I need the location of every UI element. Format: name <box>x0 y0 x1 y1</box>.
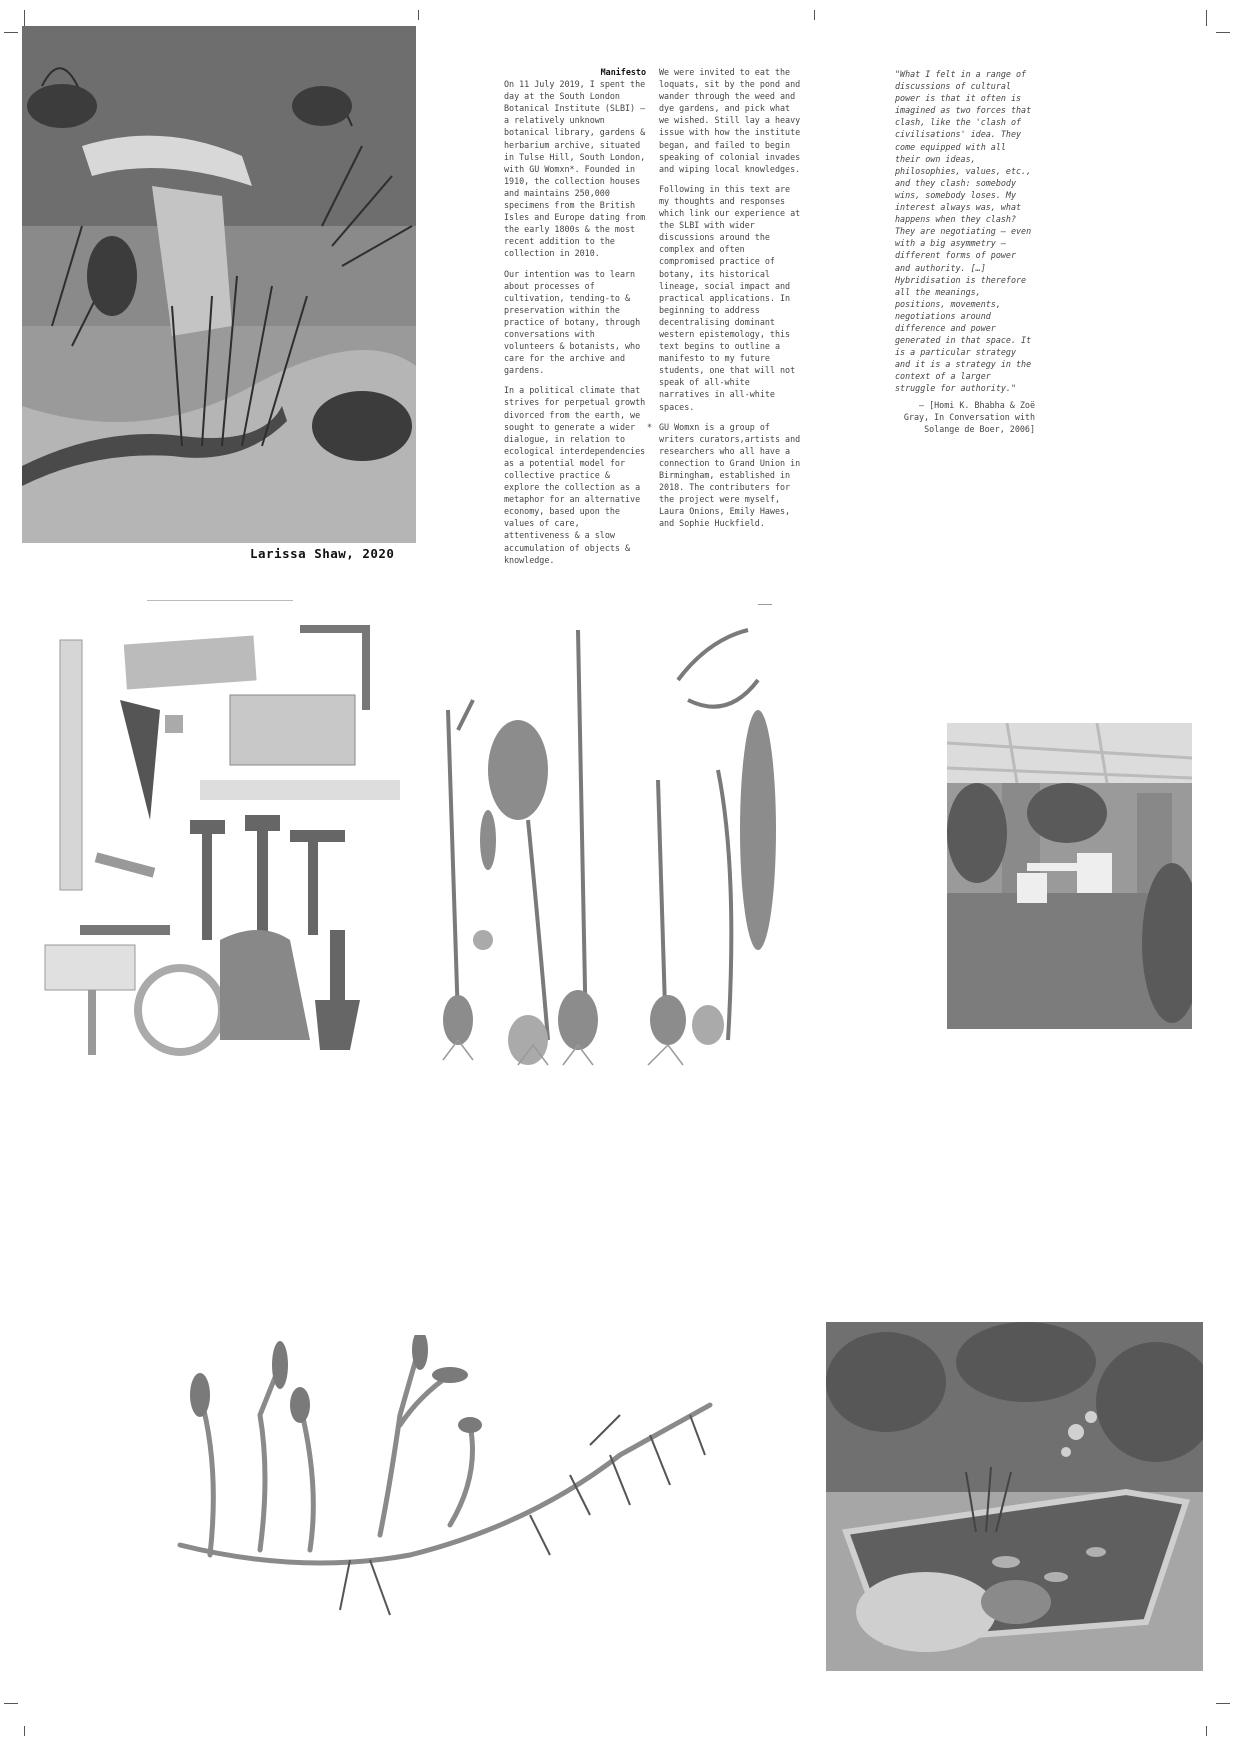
crop-mark <box>1206 10 1207 26</box>
crop-mark <box>24 10 25 26</box>
crop-mark <box>4 32 18 33</box>
paragraph: Following in this text are my thoughts and responses which link our experience at the SLBI with wider discussions around the complex and often compromised practice of botany, its historical lineage, social impact and practical applications. In beginning to address decentralising dominant western epistemology, this text begins to outline a manifesto to my future students, one that will not speak of all-white narratives in all-white spaces. <box>659 183 801 412</box>
crop-mark <box>4 1703 18 1704</box>
divider <box>758 604 772 605</box>
footnote <box>647 421 801 530</box>
photo-caption: Larissa Shaw, 2020 <box>250 546 395 561</box>
quote-citation: – [Homi K. Bhabha & Zoë Gray, In Conversation with Solange de Boer, 2006] <box>903 399 1035 434</box>
pond-photo <box>826 1322 1203 1671</box>
crop-mark <box>1216 32 1230 33</box>
paragraph: In a political climate that strives for perpetual growth divorced from the earth, we sought to generate a wider dialogue, in relation to ecological interdependencies as a potential model for collective practice & explore the collection as a metaphor for an alternative economy, based upon the values of care, attentiveness & a slow accumulation of objects & knowledge. <box>504 385 646 565</box>
gardening-tools-collage <box>40 620 400 1070</box>
crop-mark <box>24 1726 25 1736</box>
bhabha-quote: "What I felt in a range of discussions of cultural power is that it often is imagined as two forces that clash, like the 'clash of civilisations' idea. They come equipped with all their own ideas, philosophies, values, etc., and they clash: somebody wins, somebody loses. My interest always was, what happens when they clash? They are negotiating – even with a big asymmetry – different forms of power and authority. […] Hybridisation is therefore all the meanings, positions, movements, negotiations around difference and power generated in that space. It is a particular strategy and it is a strategy in the context of a larger struggle for authority." <box>895 69 1032 394</box>
crop-mark <box>814 10 815 20</box>
paragraph: Our intention was to learn about processes of cultivation, tending-to & preservation within the practice of botany, through conversations with volunteers & botanists, who care for the archive and gardens. <box>504 268 641 376</box>
crop-mark <box>1216 1703 1230 1704</box>
crop-mark <box>1206 1726 1207 1736</box>
quote-column <box>895 68 1035 435</box>
patio-photo <box>947 723 1192 1029</box>
footnote-text: GU Womxn is a group of writers curators,artists and researchers who all have a connection to Grand Union in Birmingham, established in 2018. The contributers for the project were myself, Laura Onions, Emily Hawes, and Sophie Huckfield. <box>659 421 801 529</box>
paragraph: We were invited to eat the loquats, sit by the pond and wander through the weed and dye gardens, and pick what we wished. Still lay a heavy issue with how the institute began, and failed to begin speaking of colonial invades and wiping local knowledges. <box>659 67 801 174</box>
paragraph: On 11 July 2019, I spent the day at the South London Botanical Institute (SLBI) – a relatively unknown botanical library, gardens & herbarium archive, situated in Tulse Hill, South London, with GU Womxn*. Founded in 1910, the collection houses and maintains 250,000 specimens from the British Isles and Europe dating from the early 1800s & the most recent addition to the collection in 2010. <box>504 79 646 259</box>
garden-pond-photo <box>22 26 416 543</box>
manifesto-column-2 <box>647 66 801 529</box>
footnote-marker: * <box>647 421 653 432</box>
plant-root-specimen <box>150 1335 730 1630</box>
manifesto-column-1 <box>504 66 646 574</box>
crop-mark <box>418 10 419 20</box>
botanical-illustration <box>428 620 808 1075</box>
divider <box>147 600 293 601</box>
manifesto-title: Manifesto <box>600 67 646 77</box>
